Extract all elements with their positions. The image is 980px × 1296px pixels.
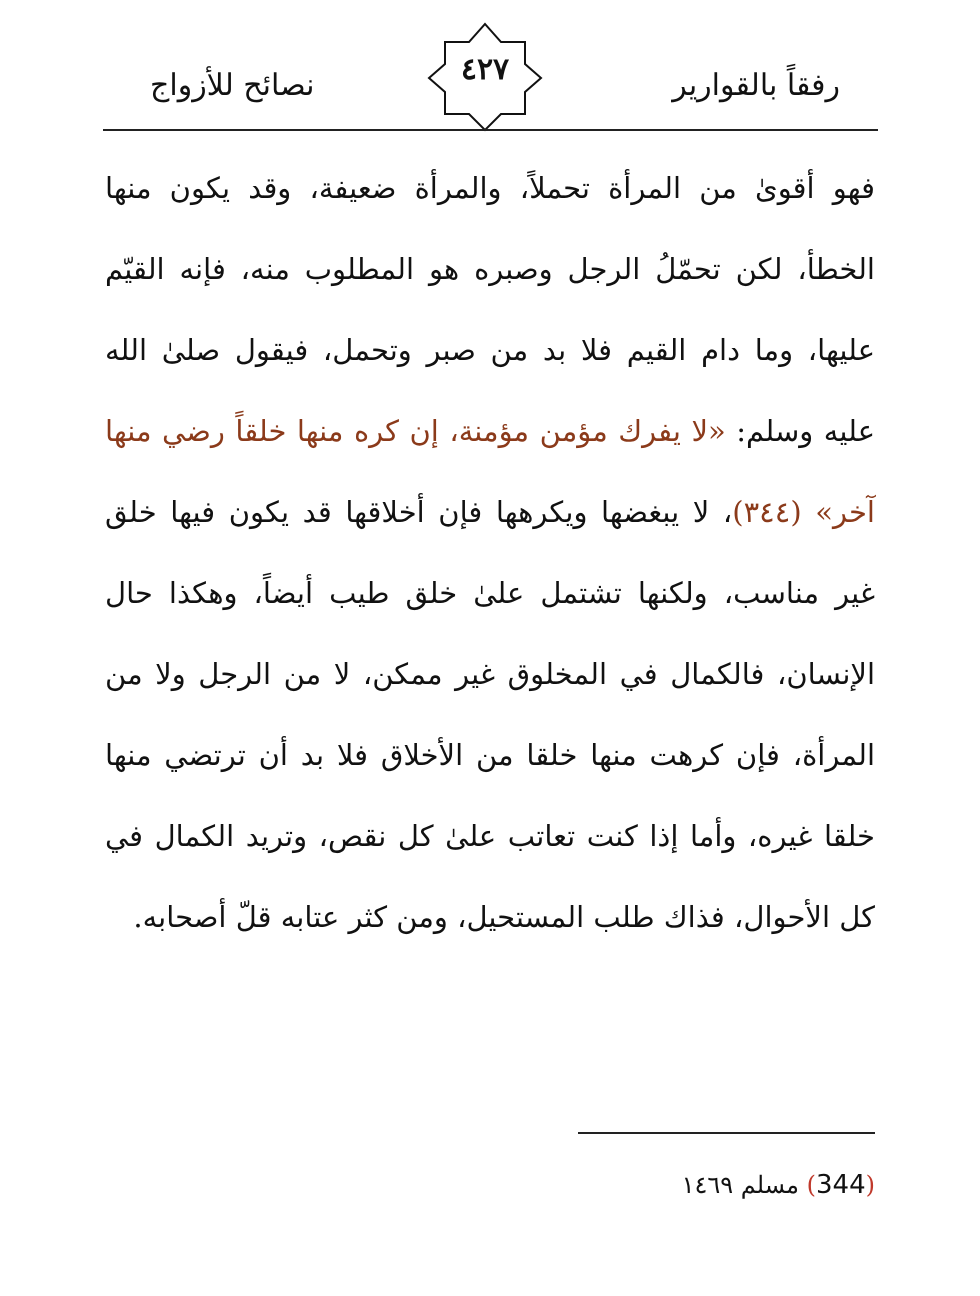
header-divider <box>103 129 878 131</box>
book-title: رفقاً بالقوارير <box>672 68 840 103</box>
page-number-badge <box>425 22 545 132</box>
footnote-divider <box>578 1132 875 1134</box>
footnote-reference[interactable]: (٣٤٤) <box>732 495 816 529</box>
page-number: ٤٢٧ <box>460 52 510 87</box>
footnote <box>682 1170 875 1200</box>
body-text-part-2: ، لا يبغضها ويكرهها فإن أخلاقها قد يكون فيها خلق غير مناسب، ولكنها تشتمل علىٰ خلق طيب أيضاً، وهكذا حال الإنسان، فالكمال في المخلوق غير ممكن، لا من الرجل ولا من المرأة، فإن كرهت منها خلقا من الأخلاق فلا بد أن ترتضي منها خلقا غيره، وأما إذا كنت تعاتب علىٰ كل نقص، وتريد الكمال في كل الأحوال، فذاك طلب المستحيل، ومن كثر عتابه قلّ أصحابه. <box>105 495 875 934</box>
footnote-text: مسلم ١٤٦٩ <box>681 1171 807 1199</box>
page-header <box>0 0 980 135</box>
chapter-title: نصائح للأزواج <box>150 68 315 103</box>
hadith-quote: «لا يفرك مؤمن مؤمنة، إن كره منها خلقاً رضي منها آخر» <box>105 414 875 529</box>
footnote-open-paren: ( <box>865 1171 875 1199</box>
body-paragraph <box>105 148 875 958</box>
footnote-number: 344 <box>815 1170 866 1200</box>
footnote-close-paren: ) <box>806 1171 816 1199</box>
body-text-part-1: فهو أقوىٰ من المرأة تحملاً، والمرأة ضعيفة، وقد يكون منها الخطأ، لكن تحمّلُ الرجل وصبره هو المطلوب منه، فإنه القيّم عليها، وما دام القيم فلا بد من صبر وتحمل، فيقول صلىٰ الله عليه وسلم: <box>105 171 875 448</box>
